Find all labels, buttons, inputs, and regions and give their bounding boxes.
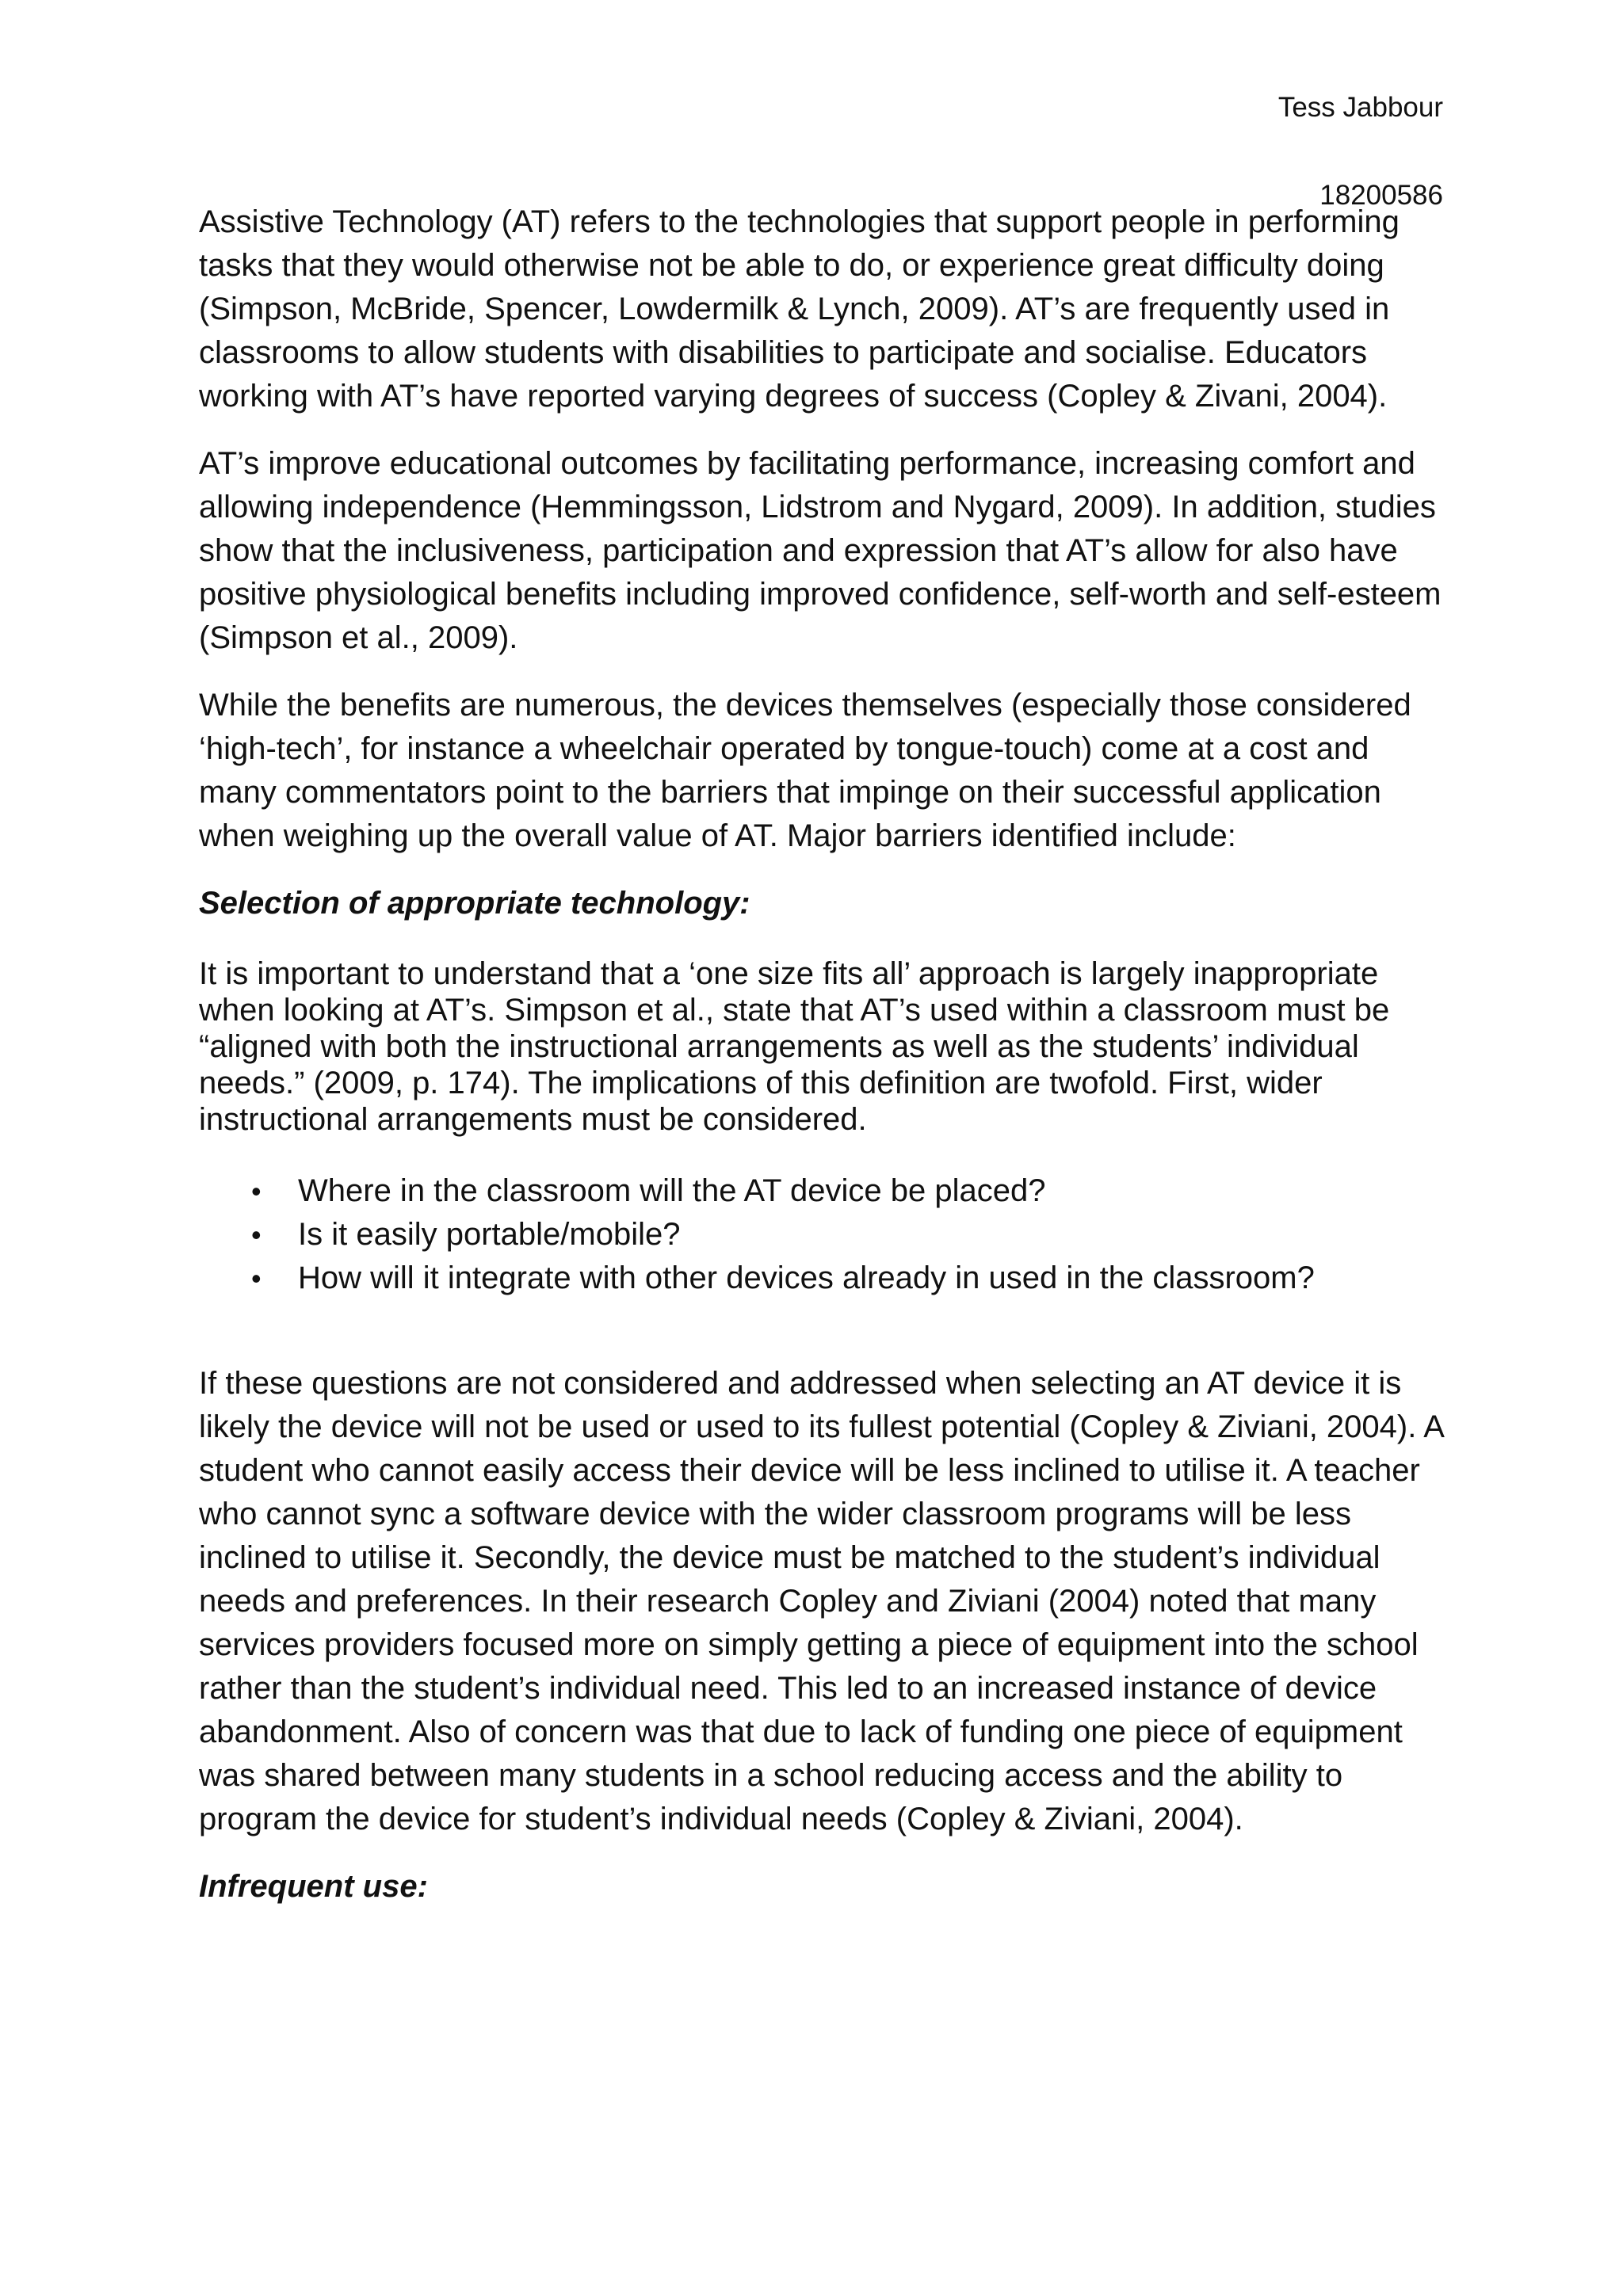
- student-id: 18200586: [1319, 180, 1443, 211]
- question-list: [199, 1169, 1455, 1300]
- list-item: [199, 1257, 1455, 1300]
- page-header: [1278, 93, 1443, 209]
- section-heading-selection: Selection of appropriate technology:: [199, 886, 750, 921]
- paragraph-considerations: If these questions are not considered and addressed when selecting an AT device it is likely the device will not be used or used to its fullest potential (Copley & Ziviani, 2004). A student who cannot easily access their device will be less inclined to utilise it. A teacher who cannot sync a software device with the wider classroom programs will be less inclined to utilise it. Secondly, the device must be matched to the student’s individual needs and preferences. In their research Copley and Ziviani (2004) noted that many services providers focused more on simply getting a piece of equipment into the school rather than the student’s individual need. This led to an increased instance of device abandonment. Also of concern was that due to lack of funding one piece of equipment was shared between many students in a school reducing access and the ability to program the device for student’s individual needs (Copley & Ziviani, 2004).: [199, 1366, 1443, 1836]
- bullet-icon: •: [251, 1175, 262, 1207]
- list-item-text: Where in the classroom will the AT device be placed?: [298, 1173, 1046, 1208]
- document-body: [199, 200, 1455, 1939]
- paragraph-intro: Assistive Technology (AT) refers to the technologies that support people in performing tasks that they would otherwise not be able to do, or experience great difficulty doing (Simpson, McBride, Spencer, Lowdermilk & Lynch, 2009). AT’s are frequently used in classrooms to allow students with disabilities to participate and socialise. Educators working with AT’s have reported varying degrees of success (Copley & Zivani, 2004).: [199, 204, 1400, 414]
- list-item-text: Is it easily portable/mobile?: [298, 1217, 681, 1252]
- bullet-icon: •: [251, 1219, 262, 1251]
- paragraph-one-size: It is important to understand that a ‘one size fits all’ approach is largely inappropriate when looking at AT’s. Simpson et al., state that AT’s used within a classroom must be “aligned with both the instructional arrangements as well as the students’ individual needs.” (2009, p. 174). The implications of this definition are twofold. First, wider instructional arrangements must be considered.: [199, 956, 1390, 1137]
- paragraph-barriers: While the benefits are numerous, the devices themselves (especially those considered ‘high-tech’, for instance a wheelchair operated by tongue-touch) come at a cost and many commentators point to the barriers that impinge on their successful application when weighing up the overall value of AT. Major barriers identified include:: [199, 688, 1411, 853]
- author-name: Tess Jabbour: [1277, 92, 1443, 123]
- list-item: [199, 1169, 1455, 1213]
- bullet-icon: •: [251, 1262, 262, 1295]
- paragraph-benefits: AT’s improve educational outcomes by facilitating performance, increasing comfort and allowing independence (Hemmingsson, Lidstrom and Nygard, 2009). In addition, studies show that the inclusiveness, participation and expression that AT’s allow for also have positive physiological benefits including improved confidence, self-worth and self-esteem (Simpson et al., 2009).: [199, 446, 1442, 655]
- section-heading-infrequent-use: Infrequent use:: [199, 1869, 428, 1904]
- list-item-text: How will it integrate with other devices already in used in the classroom?: [298, 1261, 1315, 1295]
- list-item: [199, 1213, 1455, 1257]
